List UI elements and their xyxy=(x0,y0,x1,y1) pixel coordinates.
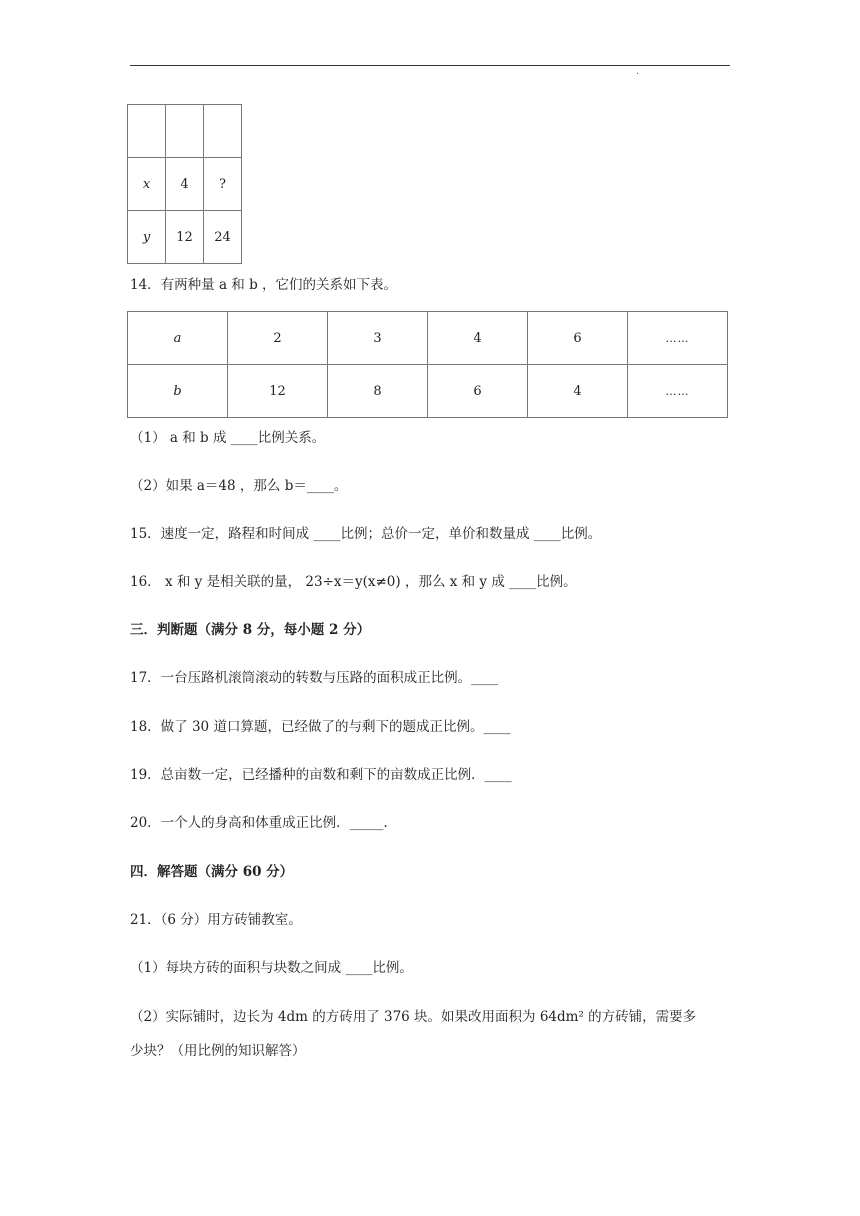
table-cell: 6 xyxy=(528,312,628,365)
section-4-heading: 四．解答题（满分 60 分） xyxy=(130,864,294,880)
question-19: 19．总亩数一定，已经播种的亩数和剩下的亩数成正比例．____ xyxy=(130,767,512,783)
table-cell: 6 xyxy=(428,365,528,418)
table-cell: 8 xyxy=(328,365,428,418)
table-cell: x xyxy=(128,158,166,211)
question-17: 17．一台压路机滚筒滚动的转数与压路的面积成正比例。____ xyxy=(130,670,499,686)
table-cell: 4 xyxy=(528,365,628,418)
question-14-sub2: （2）如果 a＝48 ，那么 b＝____。 xyxy=(130,478,348,494)
question-14-stem: 14．有两种量 a 和 b ，它们的关系如下表。 xyxy=(130,277,398,293)
section-3-heading: 三．判断题（满分 8 分，每小题 2 分） xyxy=(130,622,371,638)
table-row xyxy=(128,365,728,418)
table-row xyxy=(128,105,242,158)
ab-table xyxy=(127,311,728,418)
question-21-sub1: （1）每块方砖的面积与块数之间成 ____比例。 xyxy=(130,960,413,976)
table-cell: 4 xyxy=(166,158,204,211)
question-15: 15．速度一定，路程和时间成 ____比例；总价一定，单价和数量成 ____比例。 xyxy=(130,526,602,542)
xy-table xyxy=(127,104,242,264)
table-cell xyxy=(128,105,166,158)
table-cell: 2 xyxy=(228,312,328,365)
table-row xyxy=(128,211,242,264)
table-row xyxy=(128,312,728,365)
table-cell: a xyxy=(128,312,228,365)
table-cell: b xyxy=(128,365,228,418)
question-21-sub2: （2）实际铺时，边长为 4dm 的方砖用了 376 块。如果改用面积为 64dm² 的方砖铺，需要多 xyxy=(130,1009,697,1025)
table-cell: 12 xyxy=(228,365,328,418)
table-cell xyxy=(166,105,204,158)
table-cell: 3 xyxy=(328,312,428,365)
table-cell: 24 xyxy=(204,211,242,264)
table-cell xyxy=(204,105,242,158)
table-cell: …… xyxy=(628,312,728,365)
header-mark: . xyxy=(636,66,640,77)
question-21-sub2-cont: 少块？（用比例的知识解答） xyxy=(130,1043,306,1059)
header-rule xyxy=(130,65,730,66)
table-row xyxy=(128,158,242,211)
table-cell: 12 xyxy=(166,211,204,264)
question-14-sub1: （1） a 和 b 成 ____比例关系。 xyxy=(130,430,326,446)
table-cell: y xyxy=(128,211,166,264)
table-cell: 4 xyxy=(428,312,528,365)
question-16: 16． x 和 y 是相关联的量， 23÷x＝y(x≠0) ，那么 x 和 y 成 ____比例。 xyxy=(130,574,577,590)
table-cell: ? xyxy=(204,158,242,211)
table-cell: …… xyxy=(628,365,728,418)
question-20: 20．一个人的身高和体重成正比例．_____. xyxy=(130,815,388,831)
question-21-stem: 21．（6 分）用方砖铺教室。 xyxy=(130,912,302,928)
question-18: 18．做了 30 道口算题，已经做了的与剩下的题成正比例。____ xyxy=(130,719,511,735)
